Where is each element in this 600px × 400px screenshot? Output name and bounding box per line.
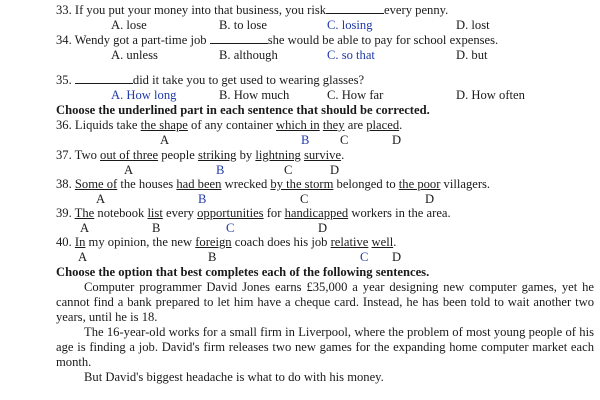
q38-text: belonged to — [333, 177, 399, 191]
passage-paragraph-3: But David's biggest headache is what to do with his money. — [84, 370, 384, 384]
q39-text: every — [162, 206, 198, 220]
q39-text: for — [263, 206, 285, 220]
q33-blank — [326, 3, 384, 14]
q33-option-a: A. lose — [111, 18, 147, 32]
q40-text: 40. — [56, 235, 75, 249]
q39-text: notebook — [94, 206, 148, 220]
q34-option-a: A. unless — [111, 48, 158, 62]
q38-underline-c: by the storm — [270, 177, 334, 191]
q36-letter-a: A — [160, 133, 170, 147]
q37-underline-c: lightning — [255, 148, 301, 162]
q37-underline-d: survive — [303, 148, 342, 162]
q33-suffix: every penny. — [384, 3, 449, 17]
q35-prefix: 35. — [56, 73, 75, 87]
q38-underline-b: had been — [176, 177, 222, 191]
q37-underline-a: out of three — [100, 148, 159, 162]
q34-option-b: B. although — [219, 48, 278, 62]
question-38 — [56, 177, 490, 192]
q39-underline-c: opportunities — [197, 206, 264, 220]
q38-text: wrecked — [221, 177, 271, 191]
q40-underline-a: In — [74, 235, 86, 249]
q39-letter-c: C — [226, 221, 235, 235]
question-35 — [56, 73, 364, 88]
section-heading-error-correction: Choose the underlined part in each sentence that should be corrected. — [56, 103, 430, 117]
q38-letter-a: A — [96, 192, 106, 206]
q38-underline-a: Some of — [74, 177, 118, 191]
q37-text: . — [341, 148, 345, 162]
q40-underline-b: foreign — [195, 235, 232, 249]
q39-letter-a: A — [80, 221, 90, 235]
q33-option-c: C. losing — [327, 18, 373, 32]
q40-text: my opinion, the new — [85, 235, 196, 249]
q35-option-a: A. How long — [111, 88, 177, 102]
q34-prefix: 34. Wendy got a part-time job — [56, 33, 210, 47]
q36-underline-b: which in — [276, 118, 320, 132]
q38-letter-c: C — [300, 192, 309, 206]
passage-paragraph-2: The 16-year-old works for a small firm in Liverpool, where the problem of most young people of his age is finding a job. David's firm releases two new games for the expanding home computer market each month. — [56, 325, 594, 369]
q35-blank — [75, 73, 133, 84]
q36-underline-c: they — [322, 118, 345, 132]
q33-prefix: 33. If you put your money into that business, you risk — [56, 3, 327, 17]
q35-option-b: B. How much — [219, 88, 290, 102]
q40-letter-b: B — [208, 250, 217, 264]
q39-underline-d: handicapped — [284, 206, 349, 220]
q37-text: people — [158, 148, 198, 162]
q38-letter-b: B — [198, 192, 207, 206]
passage-paragraph-1: Computer programmer David Jones earns £35,000 a year designing new computer games, yet he cannot find a bank prepared to let him have a cheque card. Instead, he has been told to wait another two years, until he is 18. — [56, 280, 594, 324]
q38-underline-d: the poor — [398, 177, 441, 191]
q40-text: . — [393, 235, 397, 249]
q40-letter-c: C — [360, 250, 369, 264]
q36-letter-d: D — [392, 133, 402, 147]
q37-letter-a: A — [124, 163, 134, 177]
q36-text: . — [399, 118, 403, 132]
q36-letter-b: B — [301, 133, 310, 147]
q35-option-c: C. How far — [327, 88, 384, 102]
q36-text: 36. Liquids take — [56, 118, 141, 132]
q37-letter-d: D — [330, 163, 340, 177]
q35-option-d: D. How often — [456, 88, 525, 102]
q40-letter-a: A — [78, 250, 88, 264]
q34-blank — [210, 33, 268, 44]
q38-text: 38. — [56, 177, 75, 191]
q34-suffix: she would be able to pay for school expenses. — [267, 33, 499, 47]
question-33 — [56, 3, 448, 18]
q39-text: 39. — [56, 206, 75, 220]
q36-letter-c: C — [340, 133, 349, 147]
question-34 — [56, 33, 498, 48]
q39-letter-b: B — [152, 221, 161, 235]
q37-text: 37. Two — [56, 148, 101, 162]
q36-text: are — [344, 118, 367, 132]
q36-text: of any container — [187, 118, 276, 132]
question-36 — [56, 118, 402, 133]
q40-text: coach does his job — [231, 235, 331, 249]
section-heading-reading: Choose the option that best completes each of the following sentences. — [56, 265, 430, 279]
q37-underline-b: striking — [197, 148, 237, 162]
q39-underline-a: The — [74, 206, 95, 220]
question-39 — [56, 206, 451, 221]
q34-option-c: C. so that — [327, 48, 375, 62]
q33-option-d: D. lost — [456, 18, 490, 32]
q33-option-b: B. to lose — [219, 18, 267, 32]
question-40 — [56, 235, 396, 250]
q34-option-d: D. but — [456, 48, 488, 62]
q38-text: the houses — [117, 177, 177, 191]
q36-underline-d: placed — [366, 118, 400, 132]
q37-letter-b: B — [216, 163, 225, 177]
q39-underline-b: list — [147, 206, 163, 220]
q39-text: workers in the area. — [348, 206, 451, 220]
question-37 — [56, 148, 344, 163]
q36-underline-a: the shape — [140, 118, 188, 132]
q40-underline-d: well — [371, 235, 394, 249]
q37-letter-c: C — [284, 163, 293, 177]
q40-underline-c: relative — [330, 235, 369, 249]
q38-letter-d: D — [425, 192, 435, 206]
q40-letter-d: D — [392, 250, 402, 264]
q37-text: by — [236, 148, 256, 162]
q39-letter-d: D — [318, 221, 328, 235]
q35-suffix: did it take you to get used to wearing glasses? — [132, 73, 365, 87]
q38-text: villagers. — [440, 177, 491, 191]
